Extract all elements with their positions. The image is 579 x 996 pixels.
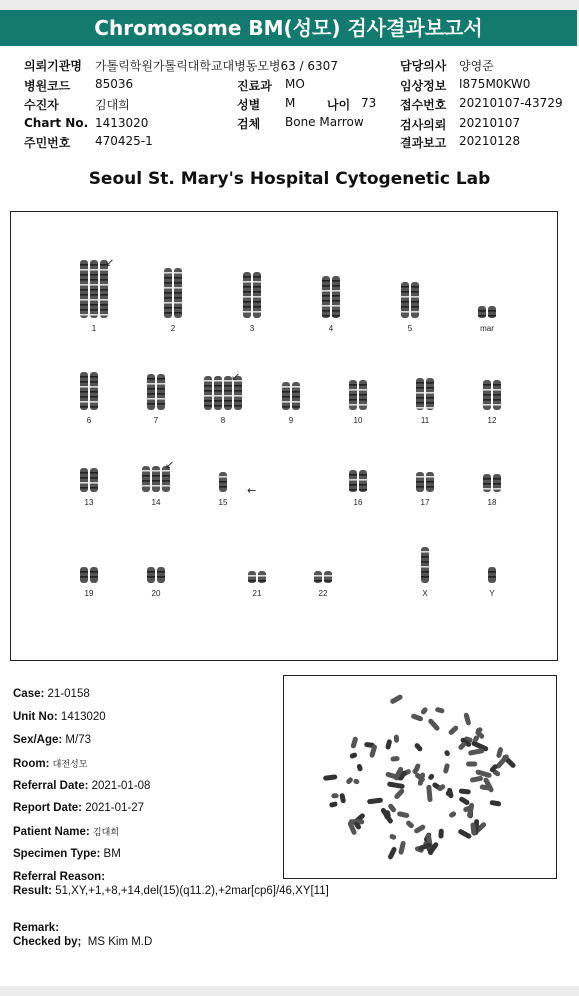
chromosome-pair <box>483 474 501 492</box>
info-value: 가톨릭학원가톨릭대학교대병동모병63 / 6307 <box>95 59 338 73</box>
metaphase-chromosome <box>489 800 501 807</box>
metaphase-chromosome <box>345 776 354 785</box>
info-value: 470425-1 <box>95 134 153 148</box>
info-value: 20210107 <box>459 116 521 130</box>
metaphase-chromosome <box>353 778 360 785</box>
info-label: 진료과 <box>237 79 272 93</box>
metaphase-chromosome <box>457 828 472 839</box>
metaphase-chromosome <box>427 773 435 781</box>
chromosome-label: 15 <box>218 498 228 507</box>
chromosome-label: 9 <box>288 416 294 425</box>
metaphase-chromosome <box>443 763 450 774</box>
metaphase-chromosome <box>426 785 433 803</box>
info-label: 담당의사 <box>400 59 447 73</box>
metaphase-chromosome <box>414 742 424 752</box>
chromosome-label: 2 <box>170 324 176 333</box>
metaphase-chromosome <box>448 725 460 736</box>
info-value: 85036 <box>95 77 134 91</box>
chromosome-label: 6 <box>86 416 92 425</box>
info-label: 나이 <box>327 98 351 112</box>
metaphase-chromosome <box>405 820 415 830</box>
info-value: MO <box>285 77 305 91</box>
metaphase-chromosome <box>387 781 405 789</box>
chromosome-label: 3 <box>249 324 255 333</box>
metaphase-chromosome <box>427 718 440 732</box>
chromosome-label: 18 <box>487 498 497 507</box>
metaphase-chromosome <box>470 776 484 783</box>
chromosome-label: 7 <box>153 416 159 425</box>
chromosome-pair <box>80 260 108 318</box>
info-label: 결과보고 <box>400 136 447 150</box>
metaphase-chromosome <box>339 793 346 804</box>
chromosome-pair <box>282 382 300 410</box>
chromosome-label: mar <box>480 324 494 333</box>
metaphase-chromosome <box>496 747 504 759</box>
unit-value: 1413020 <box>60 711 106 723</box>
metaphase-chromosome <box>387 846 397 860</box>
specimen-value: BM <box>103 848 121 860</box>
metaphase-chromosome <box>435 707 445 714</box>
metaphase-chromosome <box>444 749 451 757</box>
specimen-label: Specimen Type: <box>13 848 101 860</box>
chromosome-label: X <box>422 589 428 598</box>
abnormal-arrow-icon: ↙ <box>231 370 241 383</box>
chromosome-pair <box>349 470 367 492</box>
metaphase-chromosome <box>349 752 358 759</box>
karyogram-panel <box>10 211 558 661</box>
metaphase-chromosome <box>458 796 470 806</box>
sexage-label: Sex/Age: <box>13 734 63 746</box>
abnormal-arrow-icon: ↙ <box>165 458 175 471</box>
chromosome-pair <box>349 380 367 410</box>
metaphase-chromosome <box>385 739 392 750</box>
chromosome-pair <box>164 268 182 318</box>
case-label: Case: <box>13 688 45 700</box>
chromosome-label: 22 <box>318 589 328 598</box>
metaphase-chromosome <box>463 712 471 726</box>
chromosome-label: 16 <box>353 498 363 507</box>
metaphase-spread <box>284 676 556 878</box>
info-value: 20210107-43729 <box>459 96 563 110</box>
report-date-label: Report Date: <box>13 802 83 814</box>
info-value: 20210128 <box>459 134 521 148</box>
info-label: 주민번호 <box>24 136 71 150</box>
chromosome-pair <box>314 571 332 583</box>
metaphase-chromosome <box>389 833 397 840</box>
metaphase-chromosome <box>459 788 471 794</box>
remark-label: Remark: <box>13 922 60 934</box>
chromosome-pair <box>219 472 227 492</box>
metaphase-image <box>283 675 557 879</box>
chromosome-pair <box>322 276 340 318</box>
patient-label: Patient Name: <box>13 826 90 838</box>
chromosome-label: 20 <box>151 589 161 598</box>
info-value: Bone Marrow <box>285 115 364 129</box>
chromosome-pair <box>147 374 165 410</box>
metaphase-chromosome <box>390 756 399 762</box>
metaphase-chromosome <box>438 829 444 839</box>
info-label: 의뢰기관명 <box>24 59 82 73</box>
info-value: M <box>285 96 296 110</box>
chromosome-pair <box>80 468 98 492</box>
metaphase-chromosome <box>356 763 363 772</box>
chromosome-pair <box>243 272 261 318</box>
info-value: 김대희 <box>95 98 130 112</box>
report-date-value: 2021-01-27 <box>85 802 145 814</box>
chromosome-label: 13 <box>84 498 94 507</box>
chromosome-pair <box>401 282 419 318</box>
chromosome-label: 5 <box>407 324 413 333</box>
info-value: 1413020 <box>95 116 149 130</box>
chromosome-label: 12 <box>487 416 497 425</box>
info-label: 검체 <box>237 117 261 131</box>
chromosome-pair <box>80 567 98 583</box>
info-label: 검사의뢰 <box>400 118 447 132</box>
info-label: 병원코드 <box>24 79 71 93</box>
chromosome-label: 8 <box>220 416 226 425</box>
abnormal-arrow-icon: ← <box>247 484 257 497</box>
metaphase-chromosome <box>410 713 423 722</box>
metaphase-chromosome <box>329 801 338 808</box>
checked-value: MS Kim M.D <box>87 936 153 948</box>
metaphase-chromosome <box>323 774 338 781</box>
report-title: Chromosome BM(성모) 검사결과보고서 <box>94 16 483 40</box>
chromosome-pair <box>416 472 434 492</box>
abnormal-arrow-icon: ↙ <box>105 256 115 269</box>
room-label: Room: <box>13 758 50 770</box>
metaphase-chromosome <box>389 694 403 705</box>
info-label: 수진자 <box>24 98 59 112</box>
report-title-banner <box>0 10 577 46</box>
metaphase-chromosome <box>393 788 405 800</box>
metaphase-chromosome <box>413 824 426 834</box>
metaphase-chromosome <box>398 840 406 855</box>
metaphase-chromosome <box>331 793 338 798</box>
chromosome-label: 19 <box>84 589 94 598</box>
chromosome-label: Y <box>489 589 495 598</box>
chromosome-pair <box>488 567 496 583</box>
unit-label: Unit No: <box>13 711 58 723</box>
info-label: 성별 <box>237 98 261 112</box>
reason-label: Referral Reason: <box>13 871 106 883</box>
sexage-value: M/73 <box>65 734 91 746</box>
metaphase-chromosome <box>420 706 429 715</box>
info-value: 73 <box>361 96 377 110</box>
chromosome-label: 14 <box>151 498 161 507</box>
patient-value: 김대희 <box>92 827 119 837</box>
chromosome-pair <box>248 571 266 583</box>
lab-title: Seoul St. Mary's Hospital Cytogenetic Lab <box>88 169 491 189</box>
metaphase-chromosome <box>394 735 399 743</box>
info-value: I875M0KW0 <box>459 77 531 91</box>
metaphase-chromosome <box>397 811 410 819</box>
result-value: 51,XY,+1,+8,+14,del(15)(q11.2),+2mar[cp6]/46,XY[11] <box>55 885 329 897</box>
chromosome-label: 10 <box>353 416 363 425</box>
page-bottom-bar <box>0 986 579 996</box>
metaphase-chromosome <box>466 761 477 766</box>
chromosome-pair <box>80 372 98 410</box>
chromosome-pair <box>416 378 434 410</box>
chromosome-pair <box>147 567 165 583</box>
chromosome-pair <box>478 306 496 318</box>
info-label: Chart No. <box>24 116 89 130</box>
chromosome-label: 21 <box>252 589 262 598</box>
metaphase-chromosome <box>468 748 485 756</box>
info-value: 양영준 <box>459 59 494 73</box>
chromosome-pair <box>421 547 429 583</box>
room-value: 대전성모 <box>52 759 88 769</box>
metaphase-chromosome <box>350 736 358 749</box>
info-label: 임상정보 <box>400 79 447 93</box>
referral-date-label: Referral Date: <box>13 780 89 792</box>
info-label: 접수번호 <box>400 98 447 112</box>
metaphase-chromosome <box>367 797 383 804</box>
checked-label: Checked by; <box>13 936 82 948</box>
metaphase-chromosome <box>448 811 457 819</box>
chromosome-label: 1 <box>91 324 97 333</box>
referral-date-value: 2021-01-08 <box>91 780 151 792</box>
case-value: 21-0158 <box>47 688 90 700</box>
chromosome-label: 17 <box>420 498 430 507</box>
chromosome-label: 4 <box>328 324 334 333</box>
result-label: Result: <box>13 885 52 897</box>
chromosome-label: 11 <box>420 416 430 425</box>
chromosome-pair <box>483 380 501 410</box>
